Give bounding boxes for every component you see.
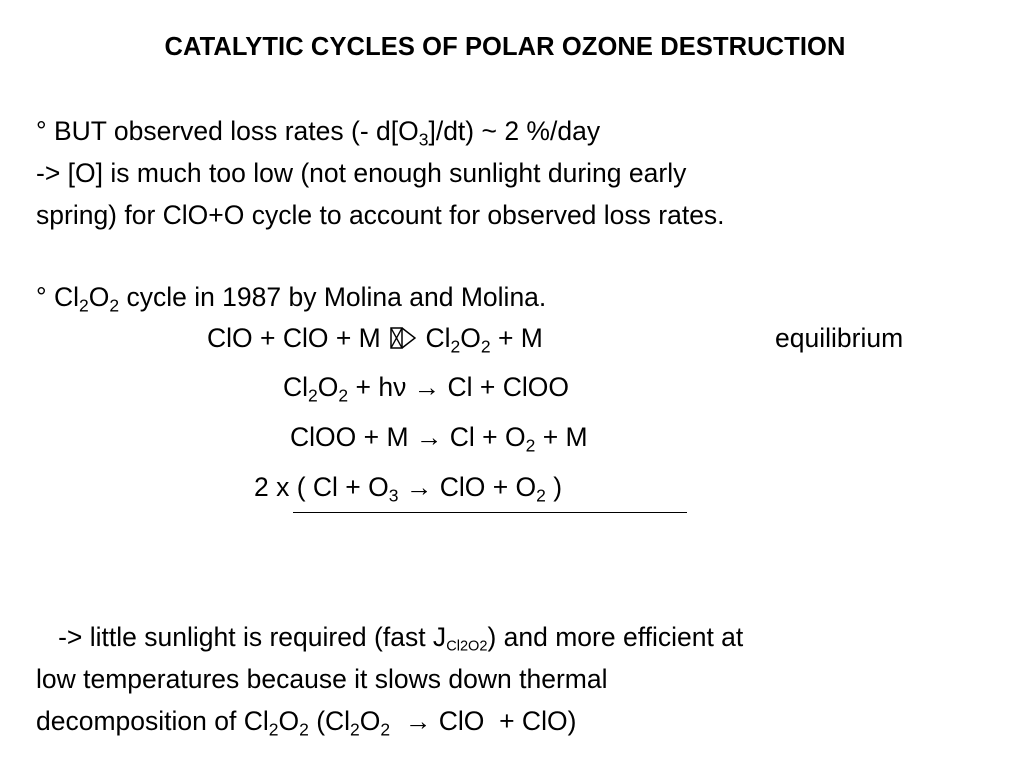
bullet: ° xyxy=(36,116,47,146)
text-run: Cl xyxy=(283,372,309,402)
text-run: decomposition of Cl xyxy=(36,706,269,736)
subscript: 2 xyxy=(338,385,349,406)
reaction-sum-divider xyxy=(293,512,687,513)
reaction-3 xyxy=(290,422,588,456)
subscript: 2 xyxy=(308,385,318,406)
text-run: Cl xyxy=(46,282,79,312)
subscript: 2 xyxy=(350,719,360,740)
paragraph-loss-rates xyxy=(36,110,725,236)
subscript: 2 xyxy=(380,719,391,740)
paragraph-line xyxy=(36,276,546,318)
subscript: 2 xyxy=(450,336,461,357)
paragraph-line: spring) for ClO+O cycle to account for observed loss rates. xyxy=(36,200,725,230)
equilibrium-label: equilibrium xyxy=(775,323,904,353)
text-run: ]/dt) ~ 2 %/day xyxy=(428,116,601,146)
text-run: ClO + ClO + M xyxy=(207,323,389,353)
text-run: cycle in 1987 by Molina and Molina. xyxy=(119,282,547,312)
text-run: O xyxy=(88,282,110,312)
text-run: → ClO + O xyxy=(398,472,537,502)
paragraph-line: low temperatures because it slows down thermal xyxy=(36,664,608,694)
paragraph-line xyxy=(36,110,725,152)
text-run: Cl xyxy=(418,323,451,353)
paragraph-line xyxy=(36,616,743,658)
text-run: O xyxy=(317,372,339,402)
subscript: 2 xyxy=(536,485,546,506)
text-run: BUT observed loss rates (- d[O xyxy=(46,116,419,146)
reaction-1 xyxy=(207,323,543,357)
subscript: 2 xyxy=(79,295,89,316)
subscript: 3 xyxy=(388,485,399,506)
text-run: 2 x ( Cl + O xyxy=(254,472,389,502)
paragraph-cl2o2-cycle xyxy=(36,276,546,318)
reaction-4 xyxy=(254,472,563,506)
text-run: ) and more efficient at xyxy=(487,622,744,652)
text-run: -> little sunlight is required (fast J xyxy=(36,622,447,652)
text-run: O xyxy=(278,706,300,736)
text-run: (Cl xyxy=(308,706,351,736)
text-run: → ClO + ClO) xyxy=(390,706,577,736)
text-run: ClOO + M → Cl + O xyxy=(290,422,526,452)
subscript: 2 xyxy=(525,435,536,456)
text-run: + hν → Cl + ClOO xyxy=(348,372,570,402)
equilibrium-arrow-icon xyxy=(390,327,416,349)
paragraph-line: -> [O] is much too low (not enough sunlight during early xyxy=(36,158,687,188)
paragraph-conclusion xyxy=(36,616,743,742)
text-run: + M xyxy=(535,422,588,452)
text-run: + M xyxy=(490,323,543,353)
reaction-2 xyxy=(283,372,570,406)
subscript: 3 xyxy=(418,129,429,150)
text-run: O xyxy=(359,706,381,736)
page-title: CATALYTIC CYCLES OF POLAR OZONE DESTRUCTION xyxy=(164,33,846,61)
subscript: 2 xyxy=(480,336,491,357)
bullet: ° xyxy=(36,282,47,312)
subscript: 2 xyxy=(299,719,309,740)
text-run: ) xyxy=(545,472,563,502)
subscript: Cl2O2 xyxy=(446,638,488,655)
subscript: 2 xyxy=(268,719,279,740)
subscript: 2 xyxy=(109,295,120,316)
paragraph-line xyxy=(36,700,743,742)
text-run: O xyxy=(460,323,481,353)
